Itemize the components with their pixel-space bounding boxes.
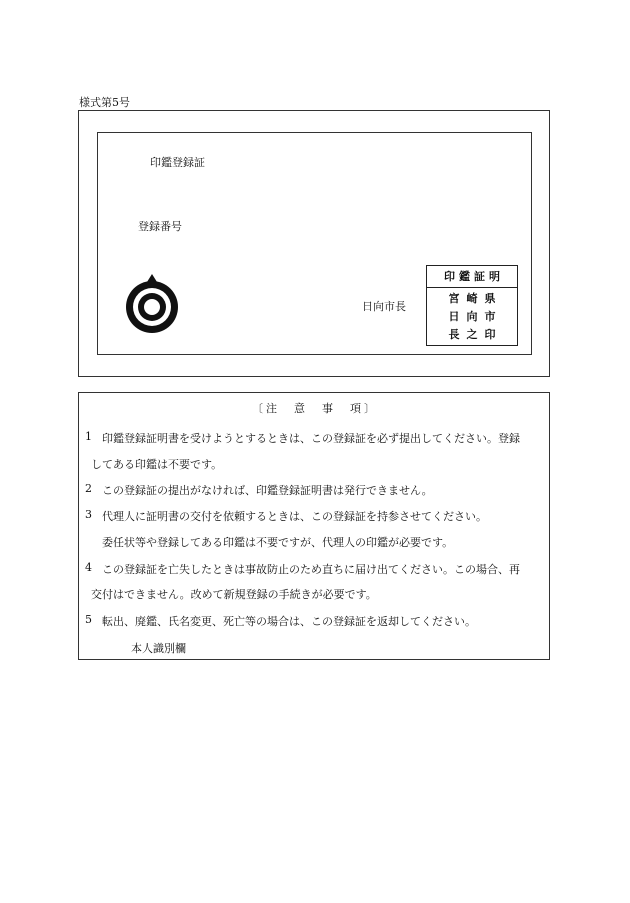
- mayor-label: 日向市長: [362, 300, 406, 313]
- seal-stamp-line: 長之印: [448, 328, 503, 341]
- note-line: この登録証の提出がなければ、印鑑登録証明書は発行できません。: [102, 484, 433, 497]
- seal-stamp: [426, 265, 518, 346]
- city-emblem-icon: [122, 272, 182, 336]
- seal-stamp-line: 宮崎県: [448, 292, 503, 305]
- note-line: 代理人に証明書の交付を依頼するときは、この登録証を持参させてください。: [102, 510, 487, 523]
- seal-stamp-body: [427, 290, 517, 344]
- note-number: 3: [85, 508, 92, 521]
- note-line: 交付はできません。改めて新規登録の手続きが必要です。: [91, 588, 377, 601]
- note-line: してある印鑑は不要です。: [91, 458, 223, 471]
- registration-number-label: 登録番号: [138, 220, 182, 233]
- note-line: この登録証を亡失したときは事故防止のため直ちに届け出てください。この場合、再: [102, 563, 520, 576]
- note-number: 4: [85, 561, 92, 574]
- note-number: 2: [85, 482, 92, 495]
- card-title: 印鑑登録証: [150, 156, 205, 169]
- identity-field-label: 本人識別欄: [131, 642, 186, 655]
- note-line: 委任状等や登録してある印鑑は不要ですが、代理人の印鑑が必要です。: [102, 536, 454, 549]
- form-number: 様式第5号: [79, 96, 130, 109]
- seal-stamp-header: 印鑑証明: [427, 266, 517, 288]
- seal-stamp-line: 日向市: [448, 310, 503, 323]
- note-line: 印鑑登録証明書を受けようとするときは、この登録証を必ず提出してください。登録: [102, 432, 520, 445]
- notes-title: 〔注 意 事 項〕: [252, 402, 378, 415]
- note-number: 5: [85, 613, 92, 626]
- note-line: 転出、廃鑑、氏名変更、死亡等の場合は、この登録証を返却してください。: [102, 615, 476, 628]
- note-number: 1: [85, 430, 92, 443]
